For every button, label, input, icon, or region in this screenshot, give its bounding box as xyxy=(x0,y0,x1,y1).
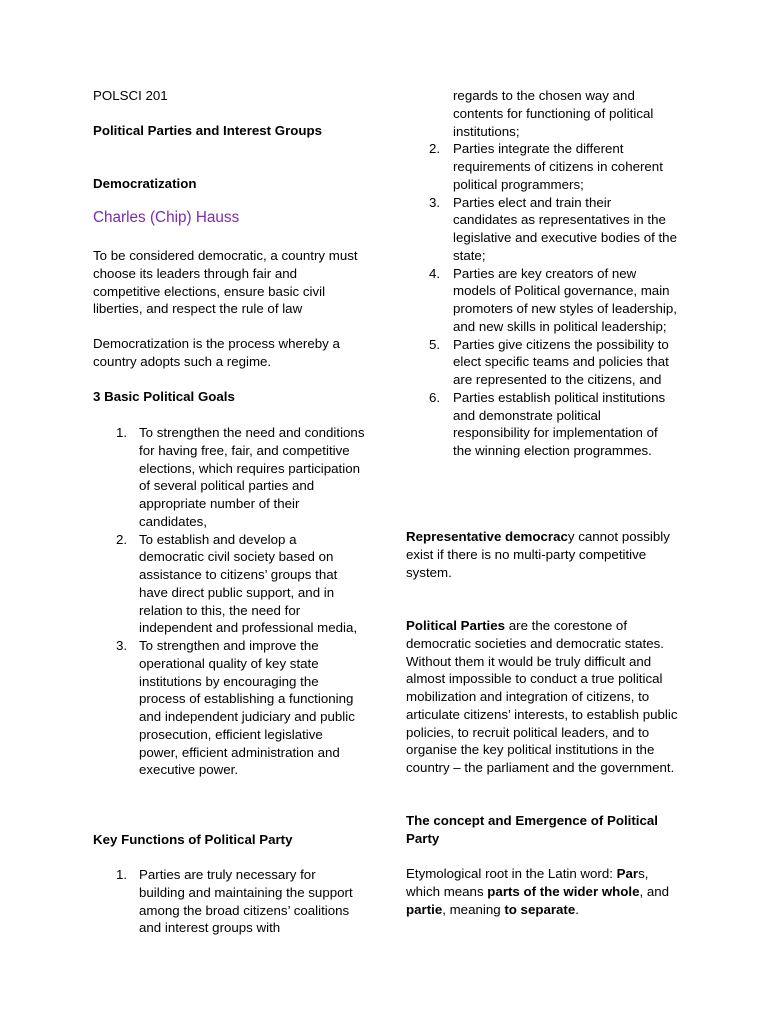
list-number: 2. xyxy=(116,531,128,547)
list-item-text: regards to the chosen way and contents for functioning of political institutions; xyxy=(453,88,654,139)
author-name: Charles (Chip) Hauss xyxy=(93,209,240,226)
list-item xyxy=(406,336,678,389)
bold-term: parts of the wider whole xyxy=(487,883,640,899)
paragraph-text: Etymological root in the Latin word: xyxy=(406,866,617,881)
paragraph-text: s, which means xyxy=(406,866,649,899)
list-item-text: To strengthen the need and conditions for having free, fair, and competitive elections, which requires participation of several political parties and appropriate number of their candidates, xyxy=(139,425,365,529)
section-heading-democratization: Democratization xyxy=(93,176,197,191)
list-number: 6. xyxy=(429,389,441,405)
paragraph-text: . xyxy=(575,901,579,917)
goals-list xyxy=(93,424,365,779)
list-number: 3. xyxy=(429,194,441,210)
course-code: POLSCI 201 xyxy=(93,88,168,103)
list-item xyxy=(406,265,678,336)
section-heading-concept: The concept and Emergence of Political Party xyxy=(406,813,658,846)
paragraph-representative-democracy xyxy=(406,528,678,581)
section-heading-goals: 3 Basic Political Goals xyxy=(93,389,235,404)
functions-list-part-1 xyxy=(93,866,365,937)
functions-list-part-2 xyxy=(406,87,678,460)
paragraph-democratic-definition: To be considered democratic, a country must choose its leaders through fair and competitive elections, ensure basic civil liberties, and respect the rule of law xyxy=(93,248,358,317)
paragraph-text: y cannot possibly exist if there is no multi-party competitive system. xyxy=(406,529,670,580)
bold-term: Par xyxy=(616,866,639,881)
list-item xyxy=(406,194,678,265)
paragraph-text: , meaning xyxy=(442,901,505,917)
list-item-text: Parties give citizens the possibility to elect specific teams and policies that are represented to the citizens, and xyxy=(453,336,669,387)
list-item-text: Parties integrate the different requirements of citizens in coherent political programmers; xyxy=(453,141,663,192)
bold-term: Representative democrac xyxy=(406,529,568,544)
list-number: 4. xyxy=(429,265,441,281)
list-item xyxy=(93,424,365,531)
list-number: 3. xyxy=(116,638,128,653)
paragraph-democratization-definition: Democratization is the process whereby a country adopts such a regime. xyxy=(93,336,340,369)
document-title: Political Parties and Interest Groups xyxy=(93,123,323,138)
list-item xyxy=(406,140,678,193)
list-number: 2. xyxy=(429,141,441,157)
paragraph-text: , and xyxy=(639,883,670,899)
paragraph-etymology xyxy=(406,865,678,918)
list-item-continuation xyxy=(406,87,678,140)
list-number: 1. xyxy=(116,867,128,882)
list-number: 1. xyxy=(116,425,128,440)
bold-term: Political Parties xyxy=(406,618,506,633)
list-item xyxy=(93,531,365,638)
paragraph-text: are the corestone of democratic societies and democratic states. Without them it would be truly difficult and almost impossible to conduct a true political mobilization and integration of citizens, to articulate citizens’ interests, to establish public policies, to recruit political leaders, and to organise the key political institutions in the country – the parliament and the government. xyxy=(406,618,678,775)
list-item-text: To establish and develop a democratic civil society based on assistance to citizens’ groups that have direct public support, and in relation to this, the need for independent and professional media, xyxy=(139,531,358,636)
list-item-text: Parties elect and train their candidates as representatives in the legislative and executive bodies of the state; xyxy=(453,194,677,263)
list-item-text: Parties are key creators of new models of Political governance, main promoters of new styles of leadership, and new skills in political leadership; xyxy=(453,265,677,334)
list-number: 5. xyxy=(429,336,441,352)
paragraph-political-parties xyxy=(406,617,678,777)
list-item-text: Parties are truly necessary for building and maintaining the support among the broad citizens’ coalitions and interest groups with xyxy=(139,867,353,936)
list-item-text: Parties establish political institutions and demonstrate political responsibility for implementation of the winning election programmes. xyxy=(453,389,666,458)
list-item-text: To strengthen and improve the operational quality of key state institutions by encouraging the process of establishing a functioning and independent judiciary and public prosecution, efficient legislative power, efficient administration and executive power. xyxy=(139,638,355,778)
list-item xyxy=(93,637,365,779)
list-item xyxy=(93,866,365,937)
list-item xyxy=(406,389,678,460)
section-heading-key-functions: Key Functions of Political Party xyxy=(93,832,293,847)
bold-term: to separate xyxy=(504,901,576,917)
bold-term: partie xyxy=(406,901,443,917)
